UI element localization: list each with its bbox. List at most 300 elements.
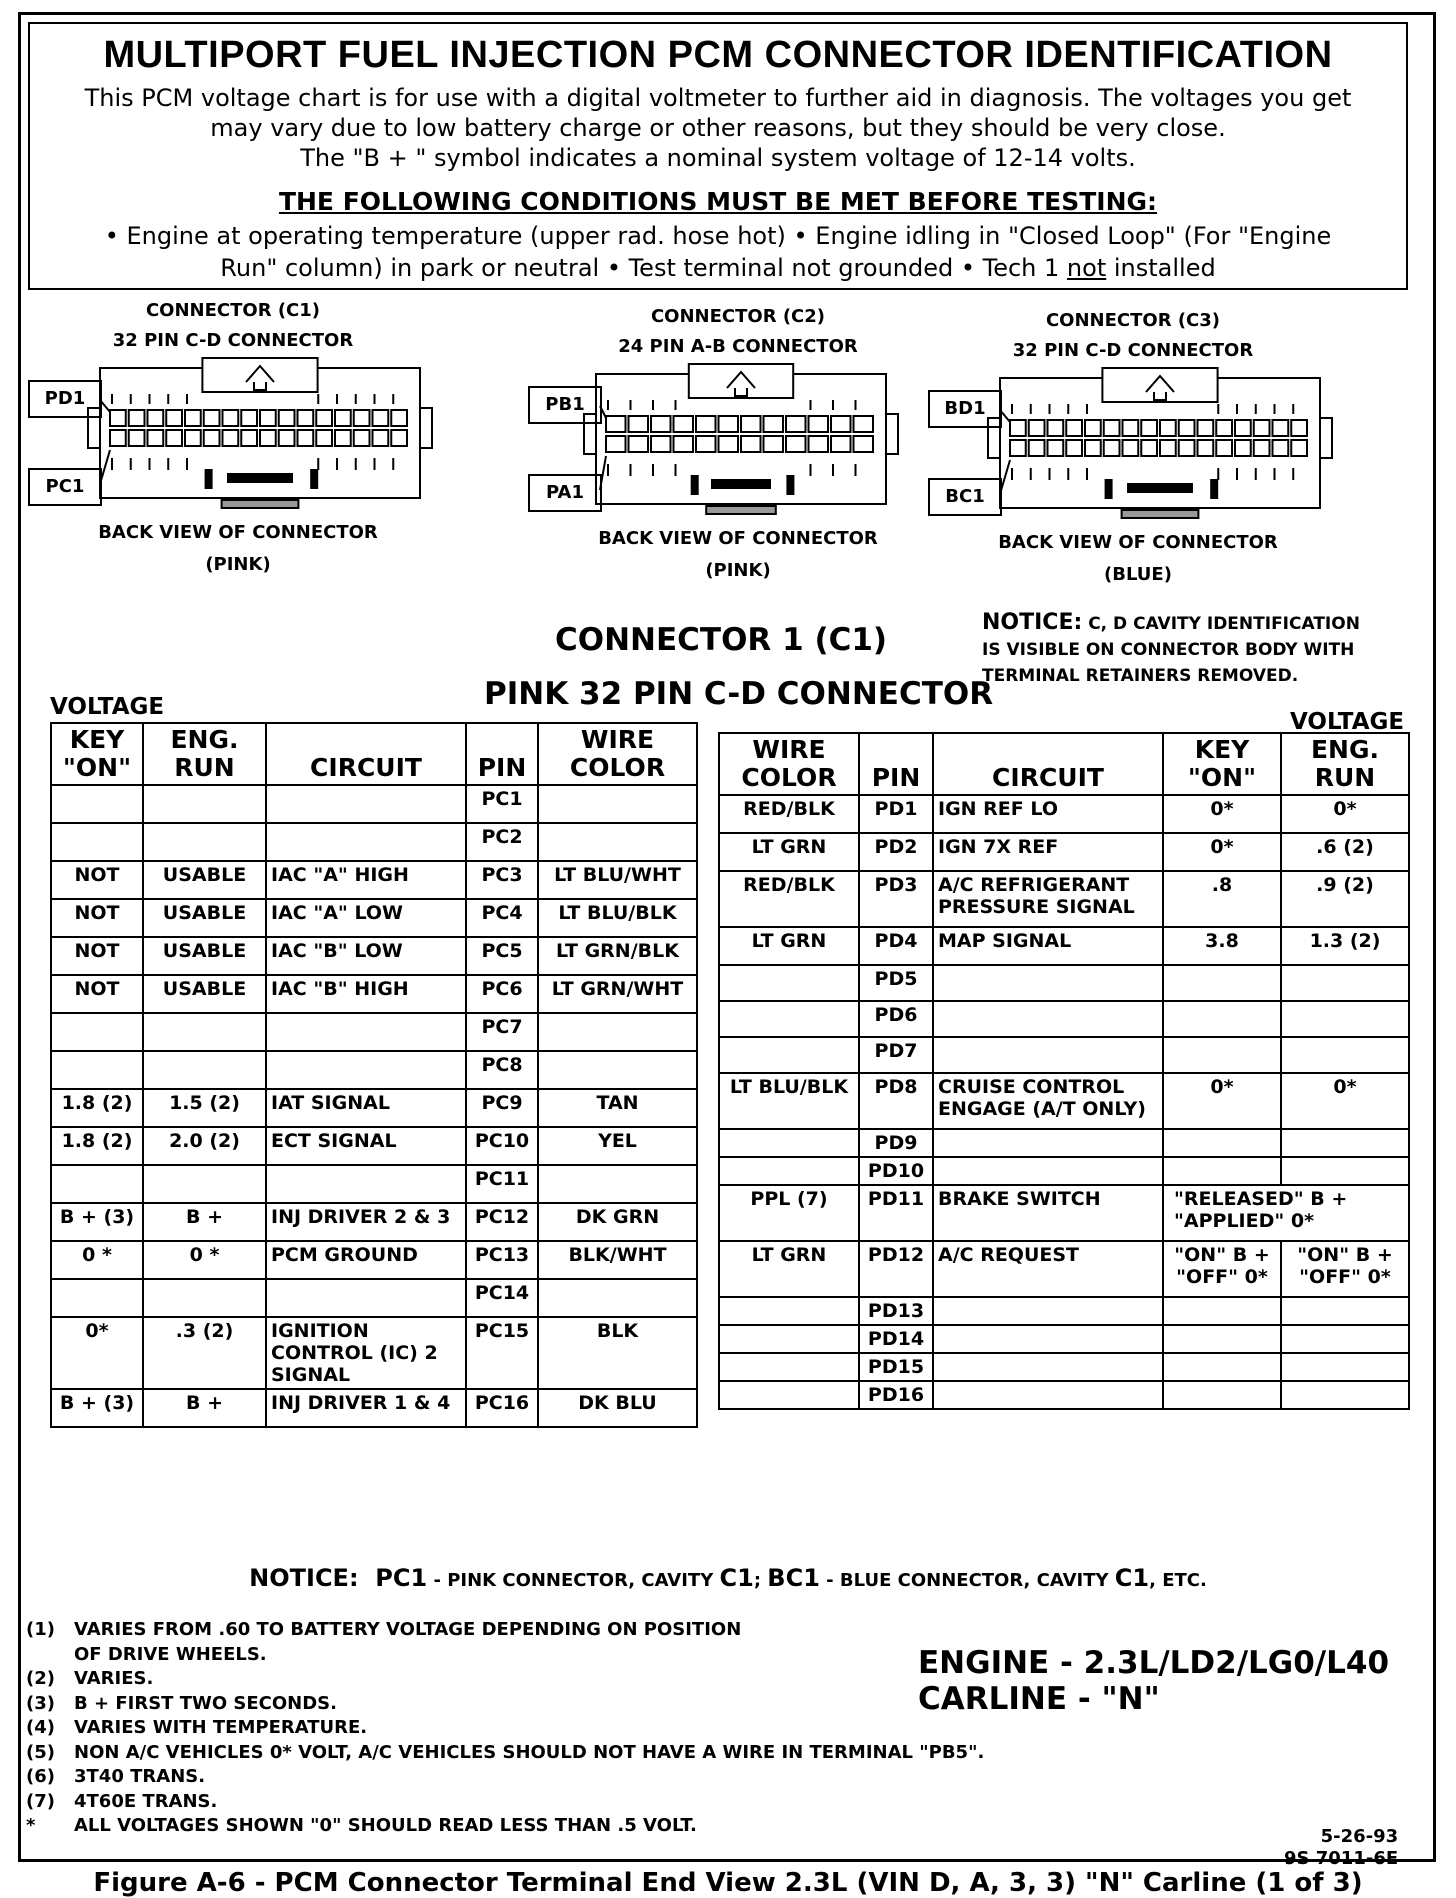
table-cell: PC4: [466, 899, 538, 937]
table-cell: LT GRN: [719, 927, 859, 965]
table-cell: [1163, 965, 1281, 1001]
table-cell: PD11: [859, 1185, 933, 1241]
connector-c2-diagram: [528, 306, 948, 596]
footnote: (3) B + FIRST TWO SECONDS.: [26, 1692, 337, 1714]
table-cell: [538, 1165, 697, 1203]
connector-cavity: [335, 430, 351, 446]
table-cell: [1281, 1381, 1409, 1409]
table-cell: PC5: [466, 937, 538, 975]
connector-cavity: [606, 416, 626, 432]
table-cell: 3.8: [1163, 927, 1281, 965]
table-cell: [719, 1129, 859, 1157]
table-cell: 1.8 (2): [51, 1089, 143, 1127]
table-row: [719, 871, 1409, 927]
table-cell: PC8: [466, 1051, 538, 1089]
connector-cavity: [110, 430, 126, 446]
connector-cavity: [1066, 420, 1082, 436]
footnote: (1) VARIES FROM .60 TO BATTERY VOLTAGE DEPENDING ON POSITION: [26, 1619, 742, 1640]
table-cell: 0*: [1281, 1073, 1409, 1129]
table-cell: [51, 1051, 143, 1089]
table-cell: PD7: [859, 1037, 933, 1073]
table-cell: [266, 1051, 466, 1089]
table-cell: USABLE: [143, 975, 266, 1013]
table-cell: PC6: [466, 975, 538, 1013]
left-table-header: PIN: [466, 723, 538, 785]
table-cell: [1163, 1381, 1281, 1409]
connector-cavity: [1141, 440, 1157, 456]
connector-cavity: [279, 410, 295, 426]
connector-c1-diagram: [28, 300, 508, 590]
table-cell: IGNITION CONTROL (IC) 2 SIGNAL: [266, 1317, 466, 1389]
table-cell: B +: [143, 1203, 266, 1241]
table-cell: YEL: [538, 1127, 697, 1165]
connector-view-label: BACK VIEW OF CONNECTOR: [998, 532, 1278, 553]
connector-cavity: [1273, 420, 1289, 436]
connector-cavity: [1123, 420, 1139, 436]
connector-cavity: [110, 410, 126, 426]
table-row: [51, 1051, 697, 1089]
table-cell: PPL (7): [719, 1185, 859, 1241]
table-cell: [51, 785, 143, 823]
table-row: [51, 785, 697, 823]
pin-tag-bottom: PA1: [528, 474, 602, 512]
left-table-header: ENG. RUN: [143, 723, 266, 785]
table-cell: [933, 1001, 1163, 1037]
connector-cavity: [1179, 440, 1195, 456]
connector-cavity: [373, 410, 389, 426]
engine-label: ENGINE - 2.3L/LD2/LG0/L40: [918, 1645, 1390, 1681]
table-cell: [143, 823, 266, 861]
table-cell: B + (3): [51, 1203, 143, 1241]
connector-color-label: (PINK): [205, 554, 271, 575]
section-subtitle: PINK 32 PIN C-D CONNECTOR: [484, 676, 994, 712]
table-cell: PC1: [466, 785, 538, 823]
table-cell: PD4: [859, 927, 933, 965]
table-row: [719, 1037, 1409, 1073]
connector-cavity: [298, 430, 314, 446]
pin-tag-top: PD1: [28, 380, 102, 418]
connector-cavity: [1123, 440, 1139, 456]
connector-cavity: [1235, 440, 1251, 456]
connector-cavity: [1010, 440, 1026, 456]
footnotes: [26, 1618, 984, 1839]
table-cell: NOT: [51, 937, 143, 975]
table-cell: BLK: [538, 1317, 697, 1389]
footnote: (7) 4T60E TRANS.: [26, 1790, 218, 1812]
connector-cavity: [1085, 420, 1101, 436]
table-cell: [1281, 1353, 1409, 1381]
connector-cavity: [316, 430, 332, 446]
table-cell: [933, 1037, 1163, 1073]
table-cell: [538, 823, 697, 861]
table-cell: [266, 823, 466, 861]
connector-cavity: [204, 430, 220, 446]
table-cell: [266, 785, 466, 823]
table-row: [719, 1353, 1409, 1381]
table-cell: PC11: [466, 1165, 538, 1203]
connector-type: 32 PIN C-D CONNECTOR: [112, 330, 354, 351]
table-row: [51, 1241, 697, 1279]
connector-cavity: [786, 436, 806, 452]
connector-cavity: [354, 410, 370, 426]
connector-cavity: [166, 430, 182, 446]
table-cell: 0*: [1163, 833, 1281, 871]
table-row: [51, 1013, 697, 1051]
table-cell: [719, 1037, 859, 1073]
pin-tag-bottom: PC1: [28, 468, 102, 506]
left-table-header: WIRE COLOR: [538, 723, 697, 785]
table-cell: [719, 1297, 859, 1325]
table-cell: B +: [143, 1389, 266, 1427]
table-cell: PCM GROUND: [266, 1241, 466, 1279]
connector-cavity: [1198, 440, 1214, 456]
table-cell: MAP SIGNAL: [933, 927, 1163, 965]
connector-cavity: [1254, 440, 1270, 456]
connector-name: CONNECTOR (C1): [145, 300, 321, 321]
table-cell: [1163, 1297, 1281, 1325]
section-title: CONNECTOR 1 (C1): [555, 622, 888, 658]
table-cell: BLK/WHT: [538, 1241, 697, 1279]
table-cell: NOT: [51, 975, 143, 1013]
table-cell: PC15: [466, 1317, 538, 1389]
table-cell: [266, 1279, 466, 1317]
left-table-header: CIRCUIT: [266, 723, 466, 785]
table-cell: [1163, 1325, 1281, 1353]
footnote: (2) VARIES.: [26, 1668, 154, 1689]
intro-line-2: may vary due to low battery charge or other reasons, but they should be very close.: [210, 114, 1226, 142]
voltage-label-right: VOLTAGE: [1290, 709, 1405, 735]
connector-c3-diagram: [928, 310, 1408, 600]
table-row: [719, 1297, 1409, 1325]
table-row: [51, 899, 697, 937]
connector-cavity: [148, 410, 164, 426]
table-cell: "ON" B + "OFF" 0*: [1281, 1241, 1409, 1297]
connector-cavity: [129, 410, 145, 426]
table-row: [719, 1001, 1409, 1037]
connector-cavity: [185, 410, 201, 426]
table-cell: 0 *: [51, 1241, 143, 1279]
table-cell: [266, 1013, 466, 1051]
c1-left-table: [50, 722, 698, 1428]
table-cell: 1.8 (2): [51, 1127, 143, 1165]
table-cell: PC3: [466, 861, 538, 899]
table-cell: [719, 1353, 859, 1381]
connector-color-label: (BLUE): [1104, 564, 1172, 585]
table-cell: 1.5 (2): [143, 1089, 266, 1127]
table-cell: PC16: [466, 1389, 538, 1427]
table-cell: BRAKE SWITCH: [933, 1185, 1163, 1241]
connector-cavity: [1010, 420, 1026, 436]
footnote: (6) 3T40 TRANS.: [26, 1766, 206, 1787]
connector-cavity: [1291, 440, 1307, 456]
table-row: [51, 1389, 697, 1427]
table-cell: PC7: [466, 1013, 538, 1051]
connector-cavity: [854, 436, 874, 452]
table-row: [51, 861, 697, 899]
table-cell: [1281, 1129, 1409, 1157]
table-cell: "RELEASED" B + "APPLIED" 0*: [1163, 1185, 1409, 1241]
connector-cavity: [674, 416, 694, 432]
table-cell: [719, 1157, 859, 1185]
page-title: MULTIPORT FUEL INJECTION PCM CONNECTOR IDENTIFICATION: [103, 34, 1333, 76]
connector-cavity: [629, 436, 649, 452]
table-cell: [1163, 1001, 1281, 1037]
connector-cavity: [1048, 440, 1064, 456]
connector-cavity: [1160, 420, 1176, 436]
table-cell: PD16: [859, 1381, 933, 1409]
table-row: [719, 833, 1409, 871]
table-cell: PD12: [859, 1241, 933, 1297]
voltage-label-left: VOLTAGE: [50, 694, 165, 720]
right-table-header: KEY "ON": [1163, 733, 1281, 795]
table-cell: PD13: [859, 1297, 933, 1325]
connector-cavity: [786, 416, 806, 432]
table-cell: PD9: [859, 1129, 933, 1157]
table-cell: B + (3): [51, 1389, 143, 1427]
table-cell: IAC "B" HIGH: [266, 975, 466, 1013]
table-row: [51, 823, 697, 861]
table-cell: [1163, 1129, 1281, 1157]
connector-cavity: [831, 436, 851, 452]
table-cell: .3 (2): [143, 1317, 266, 1389]
connector-cavity: [391, 410, 407, 426]
table-cell: PC9: [466, 1089, 538, 1127]
table-cell: [143, 1279, 266, 1317]
table-cell: USABLE: [143, 937, 266, 975]
table-cell: USABLE: [143, 899, 266, 937]
table-cell: INJ DRIVER 1 & 4: [266, 1389, 466, 1427]
connector-cavity: [223, 410, 239, 426]
connector-cavity: [719, 436, 739, 452]
connector-cavity: [719, 416, 739, 432]
connector-type: 24 PIN A-B CONNECTOR: [618, 336, 858, 357]
engine-info: [918, 1645, 1389, 1717]
header-box: [28, 22, 1408, 290]
connector-cavity: [223, 430, 239, 446]
connector-cavity: [1254, 420, 1270, 436]
connector-cavity: [129, 430, 145, 446]
table-cell: IAC "A" HIGH: [266, 861, 466, 899]
table-cell: 0*: [1163, 795, 1281, 833]
table-row: [719, 1157, 1409, 1185]
table-cell: PD2: [859, 833, 933, 871]
table-cell: [538, 1279, 697, 1317]
table-cell: RED/BLK: [719, 795, 859, 833]
table-cell: LT BLU/BLK: [719, 1073, 859, 1129]
footnote: (4) VARIES WITH TEMPERATURE.: [26, 1717, 368, 1738]
table-cell: PC12: [466, 1203, 538, 1241]
connector-cavity: [1198, 420, 1214, 436]
table-cell: [933, 1157, 1163, 1185]
table-cell: LT BLU/WHT: [538, 861, 697, 899]
table-cell: PD10: [859, 1157, 933, 1185]
table-cell: [719, 1381, 859, 1409]
connector-cavity: [809, 416, 829, 432]
table-row: [51, 937, 697, 975]
table-cell: DK BLU: [538, 1389, 697, 1427]
table-cell: NOT: [51, 861, 143, 899]
table-cell: [1281, 1325, 1409, 1353]
table-cell: 0*: [1281, 795, 1409, 833]
table-cell: PD14: [859, 1325, 933, 1353]
conditions-line-1: • Engine at operating temperature (upper rad. hose hot) • Engine idling in "Closed Loop" (For "Engine: [104, 222, 1332, 250]
connector-cavity: [166, 410, 182, 426]
table-row: [719, 1185, 1409, 1241]
table-cell: LT GRN: [719, 833, 859, 871]
table-cell: PC2: [466, 823, 538, 861]
table-cell: A/C REQUEST: [933, 1241, 1163, 1297]
connector-cavity: [831, 416, 851, 432]
table-row: [51, 1165, 697, 1203]
table-cell: LT GRN/BLK: [538, 937, 697, 975]
connector-cavity: [1104, 440, 1120, 456]
connector-cavity: [298, 410, 314, 426]
table-row: [51, 1203, 697, 1241]
connector-cavity: [1104, 420, 1120, 436]
table-row: [719, 927, 1409, 965]
connector-cavity: [854, 416, 874, 432]
table-cell: ECT SIGNAL: [266, 1127, 466, 1165]
conditions-line-2: Run" column) in park or neutral • Test terminal not grounded • Tech 1 not installed: [220, 254, 1216, 282]
table-cell: [143, 1051, 266, 1089]
table-cell: TAN: [538, 1089, 697, 1127]
right-table-header: ENG. RUN: [1281, 733, 1409, 795]
footnote: (5) NON A/C VEHICLES 0* VOLT, A/C VEHICLES SHOULD NOT HAVE A WIRE IN TERMINAL "PB5".: [26, 1741, 985, 1763]
connector-cavity: [1291, 420, 1307, 436]
table-cell: PD6: [859, 1001, 933, 1037]
table-cell: [1281, 1001, 1409, 1037]
connector-cavity: [260, 430, 276, 446]
connector-name: CONNECTOR (C3): [1045, 310, 1221, 331]
table-cell: [538, 1013, 697, 1051]
table-cell: CRUISE CONTROL ENGAGE (A/T ONLY): [933, 1073, 1163, 1129]
table-cell: .8: [1163, 871, 1281, 927]
footnote: OF DRIVE WHEELS.: [74, 1643, 267, 1665]
connector-type: 32 PIN C-D CONNECTOR: [1012, 340, 1254, 361]
connector-cavity: [1235, 420, 1251, 436]
connector-cavity: [651, 416, 671, 432]
connector-cavity: [1066, 440, 1082, 456]
connector-cavity: [629, 416, 649, 432]
connector-view-label: BACK VIEW OF CONNECTOR: [598, 528, 878, 549]
connector-outline: [28, 300, 508, 530]
connector-color-label: (PINK): [705, 560, 771, 581]
table-cell: [538, 785, 697, 823]
connector-cavity: [1029, 420, 1045, 436]
cavity-notice: NOTICE: C, D CAVITY IDENTIFICATION IS VISIBLE ON CONNECTOR BODY WITH TERMINAL RETAINERS REMOVED.: [982, 610, 1360, 686]
connector-cavity: [809, 436, 829, 452]
table-cell: [51, 1279, 143, 1317]
connector-cavity: [1216, 420, 1232, 436]
table-cell: 0*: [1163, 1073, 1281, 1129]
right-table-header: CIRCUIT: [933, 733, 1163, 795]
connector-cavity: [651, 436, 671, 452]
c1-right-table: [718, 732, 1410, 1410]
connector-cavity: [241, 430, 257, 446]
connector-name: CONNECTOR (C2): [650, 306, 826, 327]
connector-cavity: [354, 430, 370, 446]
table-cell: [538, 1051, 697, 1089]
table-cell: DK GRN: [538, 1203, 697, 1241]
table-row: [719, 1129, 1409, 1157]
table-cell: [1281, 1297, 1409, 1325]
footer-notice: NOTICE: PC1 - PINK CONNECTOR, CAVITY C1; BC1 - BLUE CONNECTOR, CAVITY C1, ETC.: [249, 1564, 1207, 1592]
connector-outline: [528, 306, 948, 536]
connector-cavity: [741, 416, 761, 432]
table-cell: [143, 1013, 266, 1051]
right-table-header: WIRE COLOR: [719, 733, 859, 795]
table-cell: [1281, 1157, 1409, 1185]
conditions-title: THE FOLLOWING CONDITIONS MUST BE MET BEFORE TESTING:: [278, 187, 1158, 216]
right-table-header: PIN: [859, 733, 933, 795]
carline-label: CARLINE - "N": [918, 1681, 1160, 1717]
connector-cavity: [391, 430, 407, 446]
table-cell: PD8: [859, 1073, 933, 1129]
table-cell: PD1: [859, 795, 933, 833]
table-cell: PD5: [859, 965, 933, 1001]
table-cell: [1163, 1157, 1281, 1185]
left-table-header: KEY "ON": [51, 723, 143, 785]
table-cell: NOT: [51, 899, 143, 937]
table-cell: .6 (2): [1281, 833, 1409, 871]
connector-cavity: [260, 410, 276, 426]
table-cell: [51, 1013, 143, 1051]
table-row: [719, 965, 1409, 1001]
connector-cavity: [764, 416, 784, 432]
table-cell: [1281, 1037, 1409, 1073]
connector-outline: [928, 310, 1408, 540]
table-cell: IAC "A" LOW: [266, 899, 466, 937]
table-cell: INJ DRIVER 2 & 3: [266, 1203, 466, 1241]
connector-cavity: [148, 430, 164, 446]
connector-cavity: [606, 436, 626, 452]
intro-line-3: The "B + " symbol indicates a nominal system voltage of 12-14 volts.: [300, 144, 1136, 172]
table-cell: 1.3 (2): [1281, 927, 1409, 965]
table-row: [719, 1381, 1409, 1409]
table-cell: A/C REFRIGERANT PRESSURE SIGNAL: [933, 871, 1163, 927]
table-cell: [143, 785, 266, 823]
table-row: [51, 975, 697, 1013]
table-cell: PD3: [859, 871, 933, 927]
table-row: [51, 1127, 697, 1165]
connector-cavity: [1029, 440, 1045, 456]
connector-cavity: [1085, 440, 1101, 456]
table-cell: [933, 1381, 1163, 1409]
connector-view-label: BACK VIEW OF CONNECTOR: [98, 522, 378, 543]
connector-cavity: [764, 436, 784, 452]
table-cell: [933, 1297, 1163, 1325]
table-row: [51, 1317, 697, 1389]
pin-tag-top: PB1: [528, 386, 602, 424]
table-cell: PC13: [466, 1241, 538, 1279]
table-cell: IGN REF LO: [933, 795, 1163, 833]
connector-cavity: [1273, 440, 1289, 456]
intro-line-1: This PCM voltage chart is for use with a digital voltmeter to further aid in diagnosis. The voltages you get: [84, 84, 1352, 112]
table-cell: [266, 1165, 466, 1203]
connector-cavity: [674, 436, 694, 452]
table-row: [719, 1325, 1409, 1353]
table-cell: PC10: [466, 1127, 538, 1165]
table-cell: [1163, 1037, 1281, 1073]
table-cell: [933, 965, 1163, 1001]
table-row: [719, 1073, 1409, 1129]
table-cell: RED/BLK: [719, 871, 859, 927]
table-cell: PC14: [466, 1279, 538, 1317]
table-cell: LT BLU/BLK: [538, 899, 697, 937]
connector-cavity: [204, 410, 220, 426]
connector-cavity: [696, 436, 716, 452]
table-cell: [933, 1325, 1163, 1353]
